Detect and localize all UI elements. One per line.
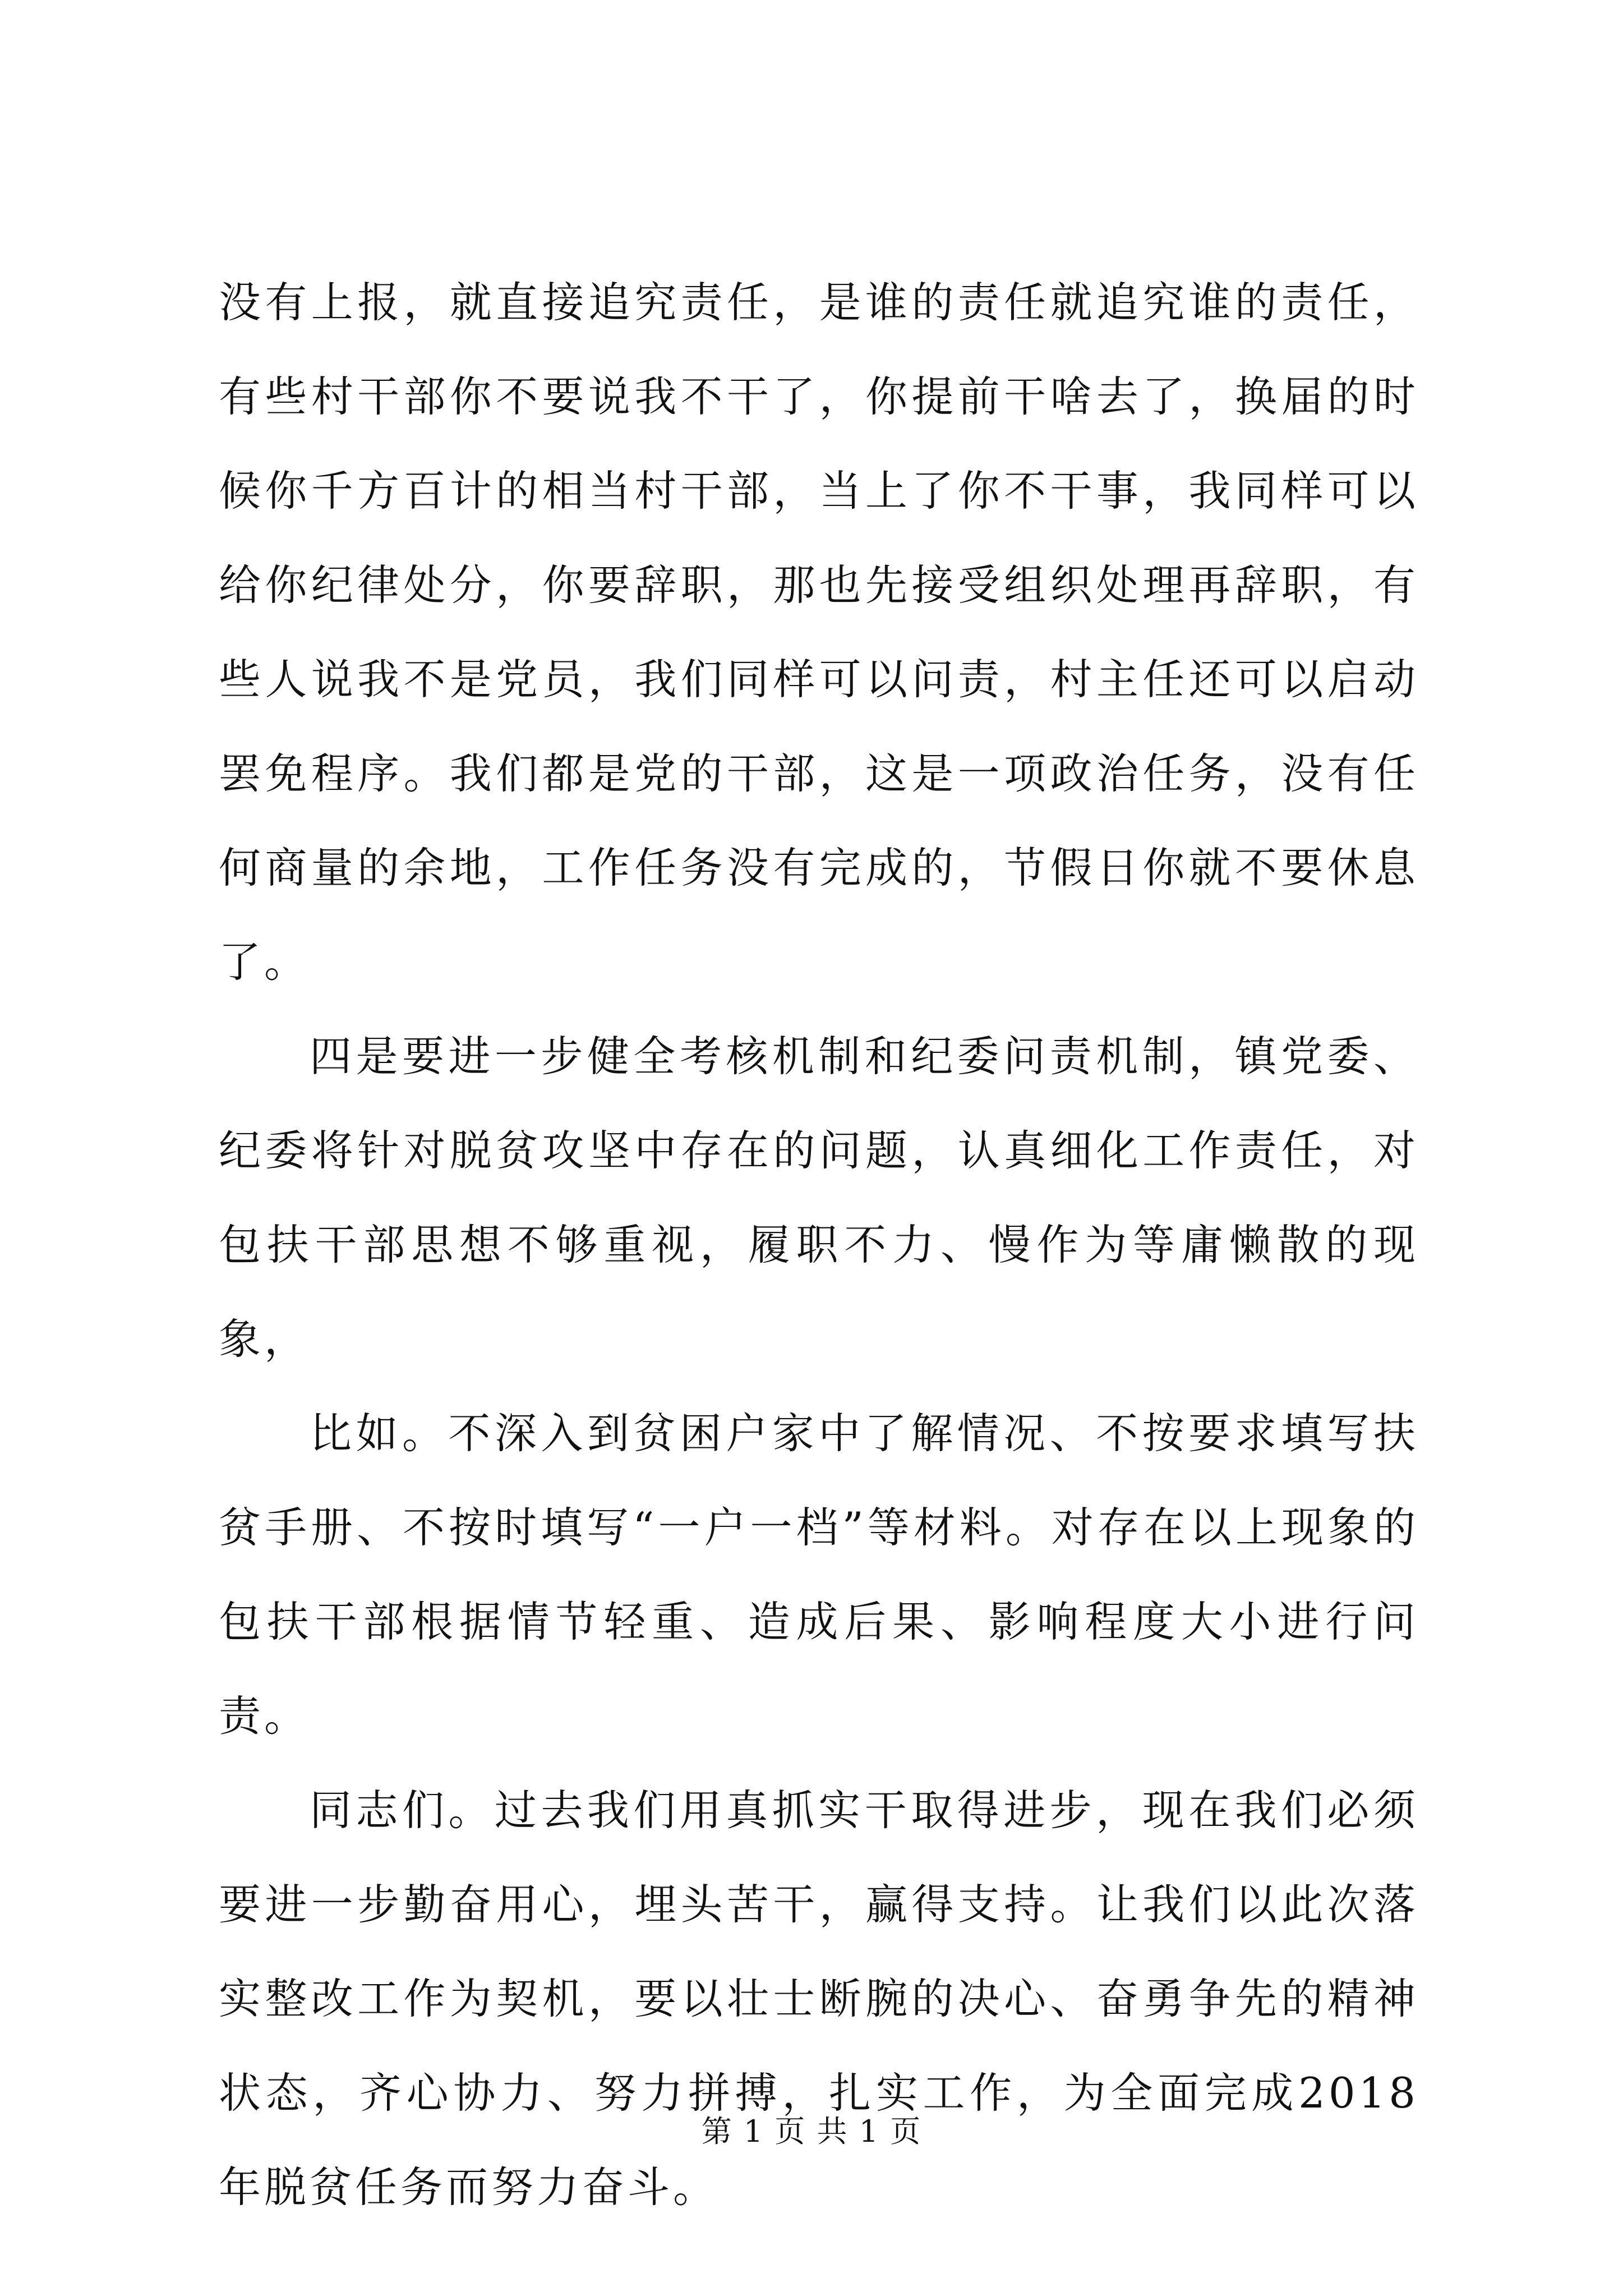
page-footer: 第 1 页 共 1 页 <box>701 2114 922 2149</box>
paragraph-1: 没有上报，就直接追究责任，是谁的责任就追究谁的责任，有些村干部你不要说我不干了，你提前干啥去了，换届的时候你千方百计的相当村干部，当上了你不干事，我同样可以给你纪律处分，你要辞职，那也先接受组织处理再辞职，有些人说我不是党员，我们同样可以问责，村主任还可以启动罢免程序。我们都是党的干部，这是一项政治任务，没有任何商量的余地，工作任务没有完成的，节假日你就不要休息了。 <box>219 278 1419 987</box>
paragraph-2: 四是要进一步健全考核机制和纪委问责机制，镇党委、纪委将针对脱贫攻坚中存在的问题，认真细化工作责任，对包扶干部思想不够重视，履职不力、慢作为等庸懒散的现象， <box>219 1032 1419 1364</box>
paragraph-3: 比如。不深入到贫困户家中了解情况、不按要求填写扶贫手册、不按时填写“一户一档”等材料。对存在以上现象的包扶干部根据情节轻重、造成后果、影响程度大小进行问责。 <box>219 1409 1419 1741</box>
paragraph-4: 同志们。过去我们用真抓实干取得进步，现在我们必须要进一步勤奋用心，埋头苦干，赢得支持。让我们以此次落实整改工作为契机，要以壮士断腕的决心、奋勇争先的精神状态，齐心协力、努力拼搏，扎实工作，为全面完成2018年脱贫任务而努力奋斗。 <box>219 1786 1419 2212</box>
document-body <box>219 255 1419 2234</box>
